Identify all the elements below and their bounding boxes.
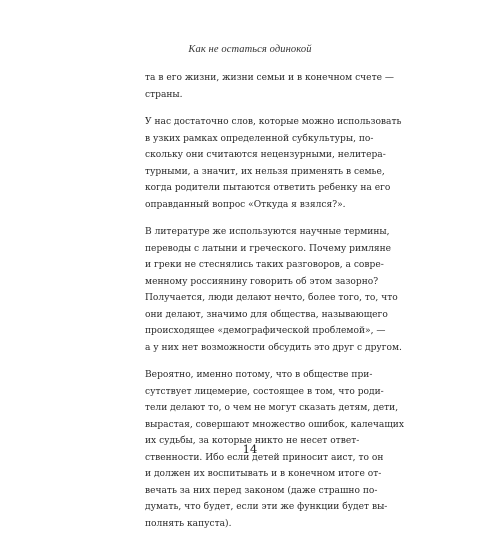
text-line: вечать за них перед законом (даже страшно по- [145,485,378,496]
text-line: в узких рамках определенной субкультуры, по- [145,133,374,144]
text-line: тели делают то, о чем не могут сказать детям, дети, [145,403,399,413]
text-line: сутствует лицемерие, состоящее в том, что роди- [145,386,384,397]
text-line: В литературе же используются научные термины, [145,227,390,237]
text-line: оправданный вопрос «Откуда я взялся?». [145,199,346,210]
text-line: страны. [145,89,183,100]
text-line: переводы с латыни и греческого. Почему римляне [145,243,392,254]
text-line: а у них нет возможности обсудить это друг с другом. [145,342,402,353]
paragraph-3 [145,224,402,356]
text-line: происходящее «демографической проблемой», — [145,326,386,336]
text-line: ственности. Ибо если детей приносит аист, то он [145,452,384,463]
paragraph-2 [145,114,402,213]
text-line: когда родители пытаются ответить ребенку на его [145,183,391,193]
running-header: Как не остаться одинокой [188,44,312,55]
text-line: Получается, люди делают нечто, более того, то, что [145,293,398,303]
text-line: турными, а значит, их нельзя применять в семье, [145,166,385,177]
text-line: менному россиянину говорить об этом зазорно? [145,276,379,287]
text-line: та в его жизни, жизни семьи и в конечном счете — [145,73,394,83]
text-line: скольку они считаются нецензурными, нелитера- [145,150,386,160]
text-line: и греки не стеснялись таких разговоров, а совре- [145,260,384,270]
page-number: 14 [242,442,258,456]
text-line: У нас достаточно слов, которые можно использовать [145,117,402,127]
text-line: думать, что будет, если эти же функции будет вы- [145,502,388,512]
text-line: их судьбы, за которые никто не несет ответ- [145,436,360,446]
paragraph-1 [145,70,394,103]
text-line: и должен их воспитывать и в конечном итоге от- [145,469,382,479]
text-line: Вероятно, именно потому, что в обществе при- [145,370,373,380]
page-body [145,70,404,543]
text-line: полнять капуста). [145,518,232,529]
text-line: вырастая, совершают множество ошибок, калечащих [145,419,404,430]
text-line: они делают, значимо для общества, называющего [145,309,388,320]
